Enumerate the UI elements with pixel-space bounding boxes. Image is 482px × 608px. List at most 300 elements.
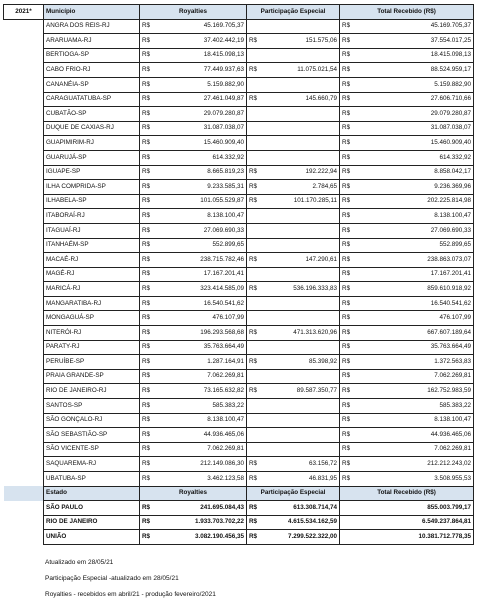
participacao-currency xyxy=(247,19,261,34)
royalties-value: 212.149.086,30 xyxy=(154,457,247,472)
royalties-value: 16.540.541,62 xyxy=(154,296,247,311)
participacao-currency: R$ xyxy=(247,63,261,78)
participacao-currency xyxy=(247,150,261,165)
royalties-value: 5.159.882,90 xyxy=(154,77,247,92)
participacao-currency: R$ xyxy=(247,194,261,209)
row-spacer xyxy=(4,238,44,253)
participacao-currency: R$ xyxy=(247,253,261,268)
municipio-name: ARARUAMA-RJ xyxy=(44,34,140,49)
municipio-name: SÃO SEBASTIÃO-SP xyxy=(44,428,140,443)
royalties-value: 1.287.164,91 xyxy=(154,355,247,370)
state-participacao-value: 7.299.522.322,00 xyxy=(261,530,340,545)
royalties-currency: R$ xyxy=(140,399,154,414)
participacao-currency xyxy=(247,48,261,63)
participacao-currency xyxy=(247,77,261,92)
row-spacer xyxy=(4,296,44,311)
total-currency: R$ xyxy=(340,194,354,209)
participacao-currency xyxy=(247,296,261,311)
municipio-name: IGUAPE-SP xyxy=(44,165,140,180)
participacao-value xyxy=(261,413,340,428)
royalties-value: 29.079.280,87 xyxy=(154,107,247,122)
participacao-value: 192.222,94 xyxy=(261,165,340,180)
municipio-name: SÃO VICENTE-SP xyxy=(44,442,140,457)
total-value: 45.169.705,37 xyxy=(354,19,474,34)
municipio-name: CABO FRIO-RJ xyxy=(44,63,140,78)
note-participacao-updated: Participação Especial -atualizado em 28/05/21 xyxy=(45,575,179,582)
participacao-currency: R$ xyxy=(247,384,261,399)
total-value: 8.138.100,47 xyxy=(354,413,474,428)
table-row xyxy=(4,107,474,122)
total-currency: R$ xyxy=(340,48,354,63)
total-currency: R$ xyxy=(340,238,354,253)
table-row xyxy=(4,472,474,487)
total-currency: R$ xyxy=(340,399,354,414)
participacao-value xyxy=(261,107,340,122)
total-value: 1.372.563,83 xyxy=(354,355,474,370)
table-row xyxy=(4,121,474,136)
row-spacer xyxy=(4,413,44,428)
participacao-value: 101.170.285,11 xyxy=(261,194,340,209)
table-row xyxy=(4,150,474,165)
municipio-name: MAGÉ-RJ xyxy=(44,267,140,282)
participacao-value xyxy=(261,238,340,253)
participacao-currency xyxy=(247,399,261,414)
participacao-value: 536.196.333,83 xyxy=(261,282,340,297)
state-participacao-currency: R$ xyxy=(247,530,261,545)
table-row xyxy=(4,223,474,238)
table-row xyxy=(4,399,474,414)
royalties-value: 196.293.568,68 xyxy=(154,326,247,341)
royalties-value: 8.665.819,23 xyxy=(154,165,247,180)
row-spacer xyxy=(4,19,44,34)
royalties-currency: R$ xyxy=(140,165,154,180)
municipio-name: ANGRA DOS REIS-RJ xyxy=(44,19,140,34)
municipio-name: ITAGUAÍ-RJ xyxy=(44,223,140,238)
total-currency: R$ xyxy=(340,311,354,326)
municipio-header-row xyxy=(4,5,474,20)
royalties-currency: R$ xyxy=(140,107,154,122)
royalties-value: 552.899,65 xyxy=(154,238,247,253)
state-name: UNIÃO xyxy=(44,530,140,545)
state-royalties-currency: R$ xyxy=(140,501,154,516)
total-currency: R$ xyxy=(340,457,354,472)
royalties-value: 35.763.664,49 xyxy=(154,340,247,355)
header-total: Total Recebido (R$) xyxy=(340,5,474,20)
royalties-currency: R$ xyxy=(140,150,154,165)
row-spacer xyxy=(4,253,44,268)
table-row xyxy=(4,326,474,341)
total-value: 3.508.955,53 xyxy=(354,472,474,487)
participacao-currency: R$ xyxy=(247,180,261,195)
royalties-currency: R$ xyxy=(140,355,154,370)
participacao-currency xyxy=(247,369,261,384)
table-row xyxy=(4,77,474,92)
total-value: 8.138.100,47 xyxy=(354,209,474,224)
total-currency: R$ xyxy=(340,223,354,238)
state-participacao-currency: R$ xyxy=(247,515,261,530)
participacao-currency: R$ xyxy=(247,457,261,472)
royalties-value: 15.460.909,40 xyxy=(154,136,247,151)
row-spacer xyxy=(4,63,44,78)
row-spacer xyxy=(4,209,44,224)
participacao-value xyxy=(261,150,340,165)
municipio-name: ITANHAÉM-SP xyxy=(44,238,140,253)
row-spacer xyxy=(4,326,44,341)
participacao-value xyxy=(261,311,340,326)
row-spacer xyxy=(4,442,44,457)
table-row xyxy=(4,209,474,224)
royalties-currency: R$ xyxy=(140,267,154,282)
state-total-currency xyxy=(340,530,354,545)
total-value: 29.079.280,87 xyxy=(354,107,474,122)
total-currency: R$ xyxy=(340,413,354,428)
municipio-name: CANANÉIA-SP xyxy=(44,77,140,92)
participacao-value xyxy=(261,19,340,34)
participacao-currency xyxy=(247,121,261,136)
royalties-currency: R$ xyxy=(140,121,154,136)
table-row xyxy=(4,355,474,370)
royalties-value: 77.449.937,63 xyxy=(154,63,247,78)
municipio-name: PRAIA GRANDE-SP xyxy=(44,369,140,384)
municipio-name: NITERÓI-RJ xyxy=(44,326,140,341)
total-value: 7.062.269,81 xyxy=(354,369,474,384)
royalties-value: 7.062.269,81 xyxy=(154,442,247,457)
total-currency: R$ xyxy=(340,340,354,355)
total-currency: R$ xyxy=(340,472,354,487)
row-spacer xyxy=(4,384,44,399)
table-row xyxy=(4,311,474,326)
royalties-value: 27.069.690,33 xyxy=(154,223,247,238)
table-row xyxy=(4,267,474,282)
municipio-name: BERTIOGA-SP xyxy=(44,48,140,63)
royalties-currency: R$ xyxy=(140,48,154,63)
royalties-value: 101.055.529,87 xyxy=(154,194,247,209)
table-row xyxy=(4,384,474,399)
table-row xyxy=(4,48,474,63)
participacao-value: 2.784,65 xyxy=(261,180,340,195)
table-row xyxy=(4,457,474,472)
royalties-value: 45.169.705,37 xyxy=(154,19,247,34)
row-spacer xyxy=(4,457,44,472)
total-value: 552.899,65 xyxy=(354,238,474,253)
total-currency: R$ xyxy=(340,150,354,165)
royalties-currency: R$ xyxy=(140,428,154,443)
participacao-currency xyxy=(247,209,261,224)
total-currency: R$ xyxy=(340,442,354,457)
total-currency: R$ xyxy=(340,165,354,180)
total-value: 27.069.690,33 xyxy=(354,223,474,238)
municipio-name: SANTOS-SP xyxy=(44,399,140,414)
total-currency: R$ xyxy=(340,107,354,122)
total-currency: R$ xyxy=(340,384,354,399)
table-row xyxy=(4,282,474,297)
state-royalties-value: 1.933.703.702,22 xyxy=(154,515,247,530)
table-row xyxy=(4,194,474,209)
royalties-currency: R$ xyxy=(140,77,154,92)
total-value: 614.332,92 xyxy=(354,150,474,165)
municipio-name: MANGARATIBA-RJ xyxy=(44,296,140,311)
table-row xyxy=(4,34,474,49)
royalties-currency: R$ xyxy=(140,472,154,487)
royalties-value: 9.233.585,31 xyxy=(154,180,247,195)
participacao-currency: R$ xyxy=(247,282,261,297)
royalties-table-container xyxy=(3,4,473,545)
royalties-value: 17.167.201,41 xyxy=(154,267,247,282)
total-currency: R$ xyxy=(340,355,354,370)
row-spacer xyxy=(4,530,44,545)
table-row xyxy=(4,92,474,107)
royalties-currency: R$ xyxy=(140,413,154,428)
total-value: 9.236.369,96 xyxy=(354,180,474,195)
state-header-royalties: Royalties xyxy=(140,486,247,501)
row-spacer xyxy=(4,428,44,443)
municipio-name: MACAÉ-RJ xyxy=(44,253,140,268)
participacao-currency xyxy=(247,223,261,238)
total-currency: R$ xyxy=(340,267,354,282)
participacao-currency xyxy=(247,340,261,355)
royalties-currency: R$ xyxy=(140,442,154,457)
participacao-value xyxy=(261,48,340,63)
table-row xyxy=(4,369,474,384)
municipio-name: ITABORAÍ-RJ xyxy=(44,209,140,224)
row-spacer xyxy=(4,501,44,516)
year-label: 2021* xyxy=(4,5,44,20)
royalties-value: 8.138.100,47 xyxy=(154,413,247,428)
participacao-value xyxy=(261,296,340,311)
state-royalties-value: 3.082.190.456,35 xyxy=(154,530,247,545)
total-value: 88.524.959,17 xyxy=(354,63,474,78)
row-spacer xyxy=(4,311,44,326)
total-value: 35.763.664,49 xyxy=(354,340,474,355)
notes-block xyxy=(45,560,475,608)
table-row xyxy=(4,428,474,443)
total-value: 15.460.909,40 xyxy=(354,136,474,151)
state-row xyxy=(4,530,474,545)
participacao-value: 471.313.620,96 xyxy=(261,326,340,341)
royalties-value: 31.087.038,07 xyxy=(154,121,247,136)
total-value: 27.606.710,66 xyxy=(354,92,474,107)
participacao-value xyxy=(261,209,340,224)
total-value: 238.863.073,07 xyxy=(354,253,474,268)
royalties-currency: R$ xyxy=(140,369,154,384)
royalties-currency: R$ xyxy=(140,253,154,268)
participacao-value: 11.075.021,54 xyxy=(261,63,340,78)
municipio-name: RIO DE JANEIRO-RJ xyxy=(44,384,140,399)
royalties-currency: R$ xyxy=(140,326,154,341)
royalties-currency: R$ xyxy=(140,457,154,472)
table-row xyxy=(4,442,474,457)
state-header-row xyxy=(4,486,474,501)
header-participacao: Participação Especial xyxy=(247,5,340,20)
table-row xyxy=(4,253,474,268)
state-royalties-currency: R$ xyxy=(140,530,154,545)
total-value: 44.936.465,06 xyxy=(354,428,474,443)
row-spacer xyxy=(4,472,44,487)
total-value: 7.062.269,81 xyxy=(354,442,474,457)
state-total-value: 855.003.799,17 xyxy=(354,501,474,516)
state-header-participacao: Participação Especial xyxy=(247,486,340,501)
total-currency: R$ xyxy=(340,63,354,78)
table-row xyxy=(4,136,474,151)
municipio-name: SAQUAREMA-RJ xyxy=(44,457,140,472)
total-value: 202.225.814,98 xyxy=(354,194,474,209)
royalties-table xyxy=(3,4,474,545)
municipio-name: GUAPIMIRIM-RJ xyxy=(44,136,140,151)
participacao-currency xyxy=(247,311,261,326)
row-spacer xyxy=(4,282,44,297)
state-name: SÃO PAULO xyxy=(44,501,140,516)
participacao-value xyxy=(261,267,340,282)
participacao-currency xyxy=(247,442,261,457)
royalties-currency: R$ xyxy=(140,238,154,253)
royalties-currency: R$ xyxy=(140,282,154,297)
participacao-value xyxy=(261,136,340,151)
total-value: 37.554.017,25 xyxy=(354,34,474,49)
state-participacao-value: 613.308.714,74 xyxy=(261,501,340,516)
royalties-value: 37.402.442,19 xyxy=(154,34,247,49)
participacao-value: 46.831,95 xyxy=(261,472,340,487)
state-name: RIO DE JANEIRO xyxy=(44,515,140,530)
royalties-currency: R$ xyxy=(140,92,154,107)
state-total-currency xyxy=(340,501,354,516)
state-total-currency xyxy=(340,515,354,530)
participacao-currency xyxy=(247,428,261,443)
royalties-value: 7.062.269,81 xyxy=(154,369,247,384)
royalties-value: 323.414.585,09 xyxy=(154,282,247,297)
municipio-name: SÃO GONÇALO-RJ xyxy=(44,413,140,428)
total-value: 212.212.243,02 xyxy=(354,457,474,472)
total-currency: R$ xyxy=(340,428,354,443)
participacao-currency xyxy=(247,413,261,428)
state-participacao-value: 4.615.534.162,59 xyxy=(261,515,340,530)
royalties-currency: R$ xyxy=(140,223,154,238)
participacao-currency xyxy=(247,107,261,122)
row-spacer xyxy=(4,121,44,136)
royalties-currency: R$ xyxy=(140,180,154,195)
royalties-currency: R$ xyxy=(140,194,154,209)
row-spacer xyxy=(4,369,44,384)
total-currency: R$ xyxy=(340,296,354,311)
table-row xyxy=(4,296,474,311)
total-currency: R$ xyxy=(340,121,354,136)
participacao-value xyxy=(261,77,340,92)
municipio-name: ILHA COMPRIDA-SP xyxy=(44,180,140,195)
participacao-currency xyxy=(247,136,261,151)
participacao-currency: R$ xyxy=(247,355,261,370)
row-spacer xyxy=(4,194,44,209)
total-value: 667.607.189,64 xyxy=(354,326,474,341)
municipio-name: ILHABELA-SP xyxy=(44,194,140,209)
row-spacer xyxy=(4,92,44,107)
participacao-value: 145.660,79 xyxy=(261,92,340,107)
state-header-total: Total Recebido (R$) xyxy=(340,486,474,501)
total-currency: R$ xyxy=(340,180,354,195)
row-spacer xyxy=(4,107,44,122)
participacao-value xyxy=(261,340,340,355)
total-value: 585.383,22 xyxy=(354,399,474,414)
total-value: 8.858.042,17 xyxy=(354,165,474,180)
municipio-name: PARATY-RJ xyxy=(44,340,140,355)
participacao-value xyxy=(261,399,340,414)
total-currency: R$ xyxy=(340,209,354,224)
total-value: 5.159.882,90 xyxy=(354,77,474,92)
participacao-value: 85.398,92 xyxy=(261,355,340,370)
total-currency: R$ xyxy=(340,369,354,384)
royalties-currency: R$ xyxy=(140,34,154,49)
municipio-name: PERUÍBE-SP xyxy=(44,355,140,370)
state-total-value: 6.549.237.864,81 xyxy=(354,515,474,530)
municipio-name: MONGAGUÁ-SP xyxy=(44,311,140,326)
table-row xyxy=(4,340,474,355)
total-currency: R$ xyxy=(340,92,354,107)
table-row xyxy=(4,19,474,34)
row-spacer xyxy=(4,136,44,151)
royalties-value: 8.138.100,47 xyxy=(154,209,247,224)
state-header-spacer xyxy=(4,486,44,501)
royalties-value: 18.415.098,13 xyxy=(154,48,247,63)
table-row xyxy=(4,165,474,180)
royalties-currency: R$ xyxy=(140,63,154,78)
royalties-value: 3.462.123,58 xyxy=(154,472,247,487)
total-value: 18.415.098,13 xyxy=(354,48,474,63)
total-value: 476.107,99 xyxy=(354,311,474,326)
participacao-currency xyxy=(247,238,261,253)
participacao-currency: R$ xyxy=(247,472,261,487)
royalties-value: 73.165.632,82 xyxy=(154,384,247,399)
total-currency: R$ xyxy=(340,136,354,151)
state-royalties-value: 241.695.084,43 xyxy=(154,501,247,516)
table-row xyxy=(4,238,474,253)
participacao-value xyxy=(261,369,340,384)
row-spacer xyxy=(4,77,44,92)
participacao-currency: R$ xyxy=(247,165,261,180)
municipio-name: DUQUE DE CAXIAS-RJ xyxy=(44,121,140,136)
state-total-value: 10.381.712.778,35 xyxy=(354,530,474,545)
total-currency: R$ xyxy=(340,282,354,297)
row-spacer xyxy=(4,267,44,282)
participacao-value: 147.290,61 xyxy=(261,253,340,268)
total-currency: R$ xyxy=(340,77,354,92)
royalties-value: 44.936.465,06 xyxy=(154,428,247,443)
royalties-value: 476.107,99 xyxy=(154,311,247,326)
state-table-body xyxy=(4,486,474,544)
total-currency: R$ xyxy=(340,34,354,49)
royalties-value: 585.383,22 xyxy=(154,399,247,414)
municipio-table-body xyxy=(4,19,474,486)
header-estado: Estado xyxy=(44,486,140,501)
total-currency: R$ xyxy=(340,19,354,34)
participacao-value xyxy=(261,121,340,136)
row-spacer xyxy=(4,150,44,165)
row-spacer xyxy=(4,399,44,414)
municipio-name: UBATUBA-SP xyxy=(44,472,140,487)
participacao-currency: R$ xyxy=(247,326,261,341)
note-updated: Atualizado em 28/05/21 xyxy=(45,559,114,566)
total-value: 859.610.918,92 xyxy=(354,282,474,297)
state-row xyxy=(4,501,474,516)
total-currency: R$ xyxy=(340,253,354,268)
row-spacer xyxy=(4,165,44,180)
table-row xyxy=(4,180,474,195)
royalties-currency: R$ xyxy=(140,311,154,326)
royalties-value: 238.715.782,46 xyxy=(154,253,247,268)
participacao-value: 151.575,06 xyxy=(261,34,340,49)
participacao-value xyxy=(261,428,340,443)
state-row xyxy=(4,515,474,530)
row-spacer xyxy=(4,48,44,63)
royalties-currency: R$ xyxy=(140,19,154,34)
row-spacer xyxy=(4,515,44,530)
